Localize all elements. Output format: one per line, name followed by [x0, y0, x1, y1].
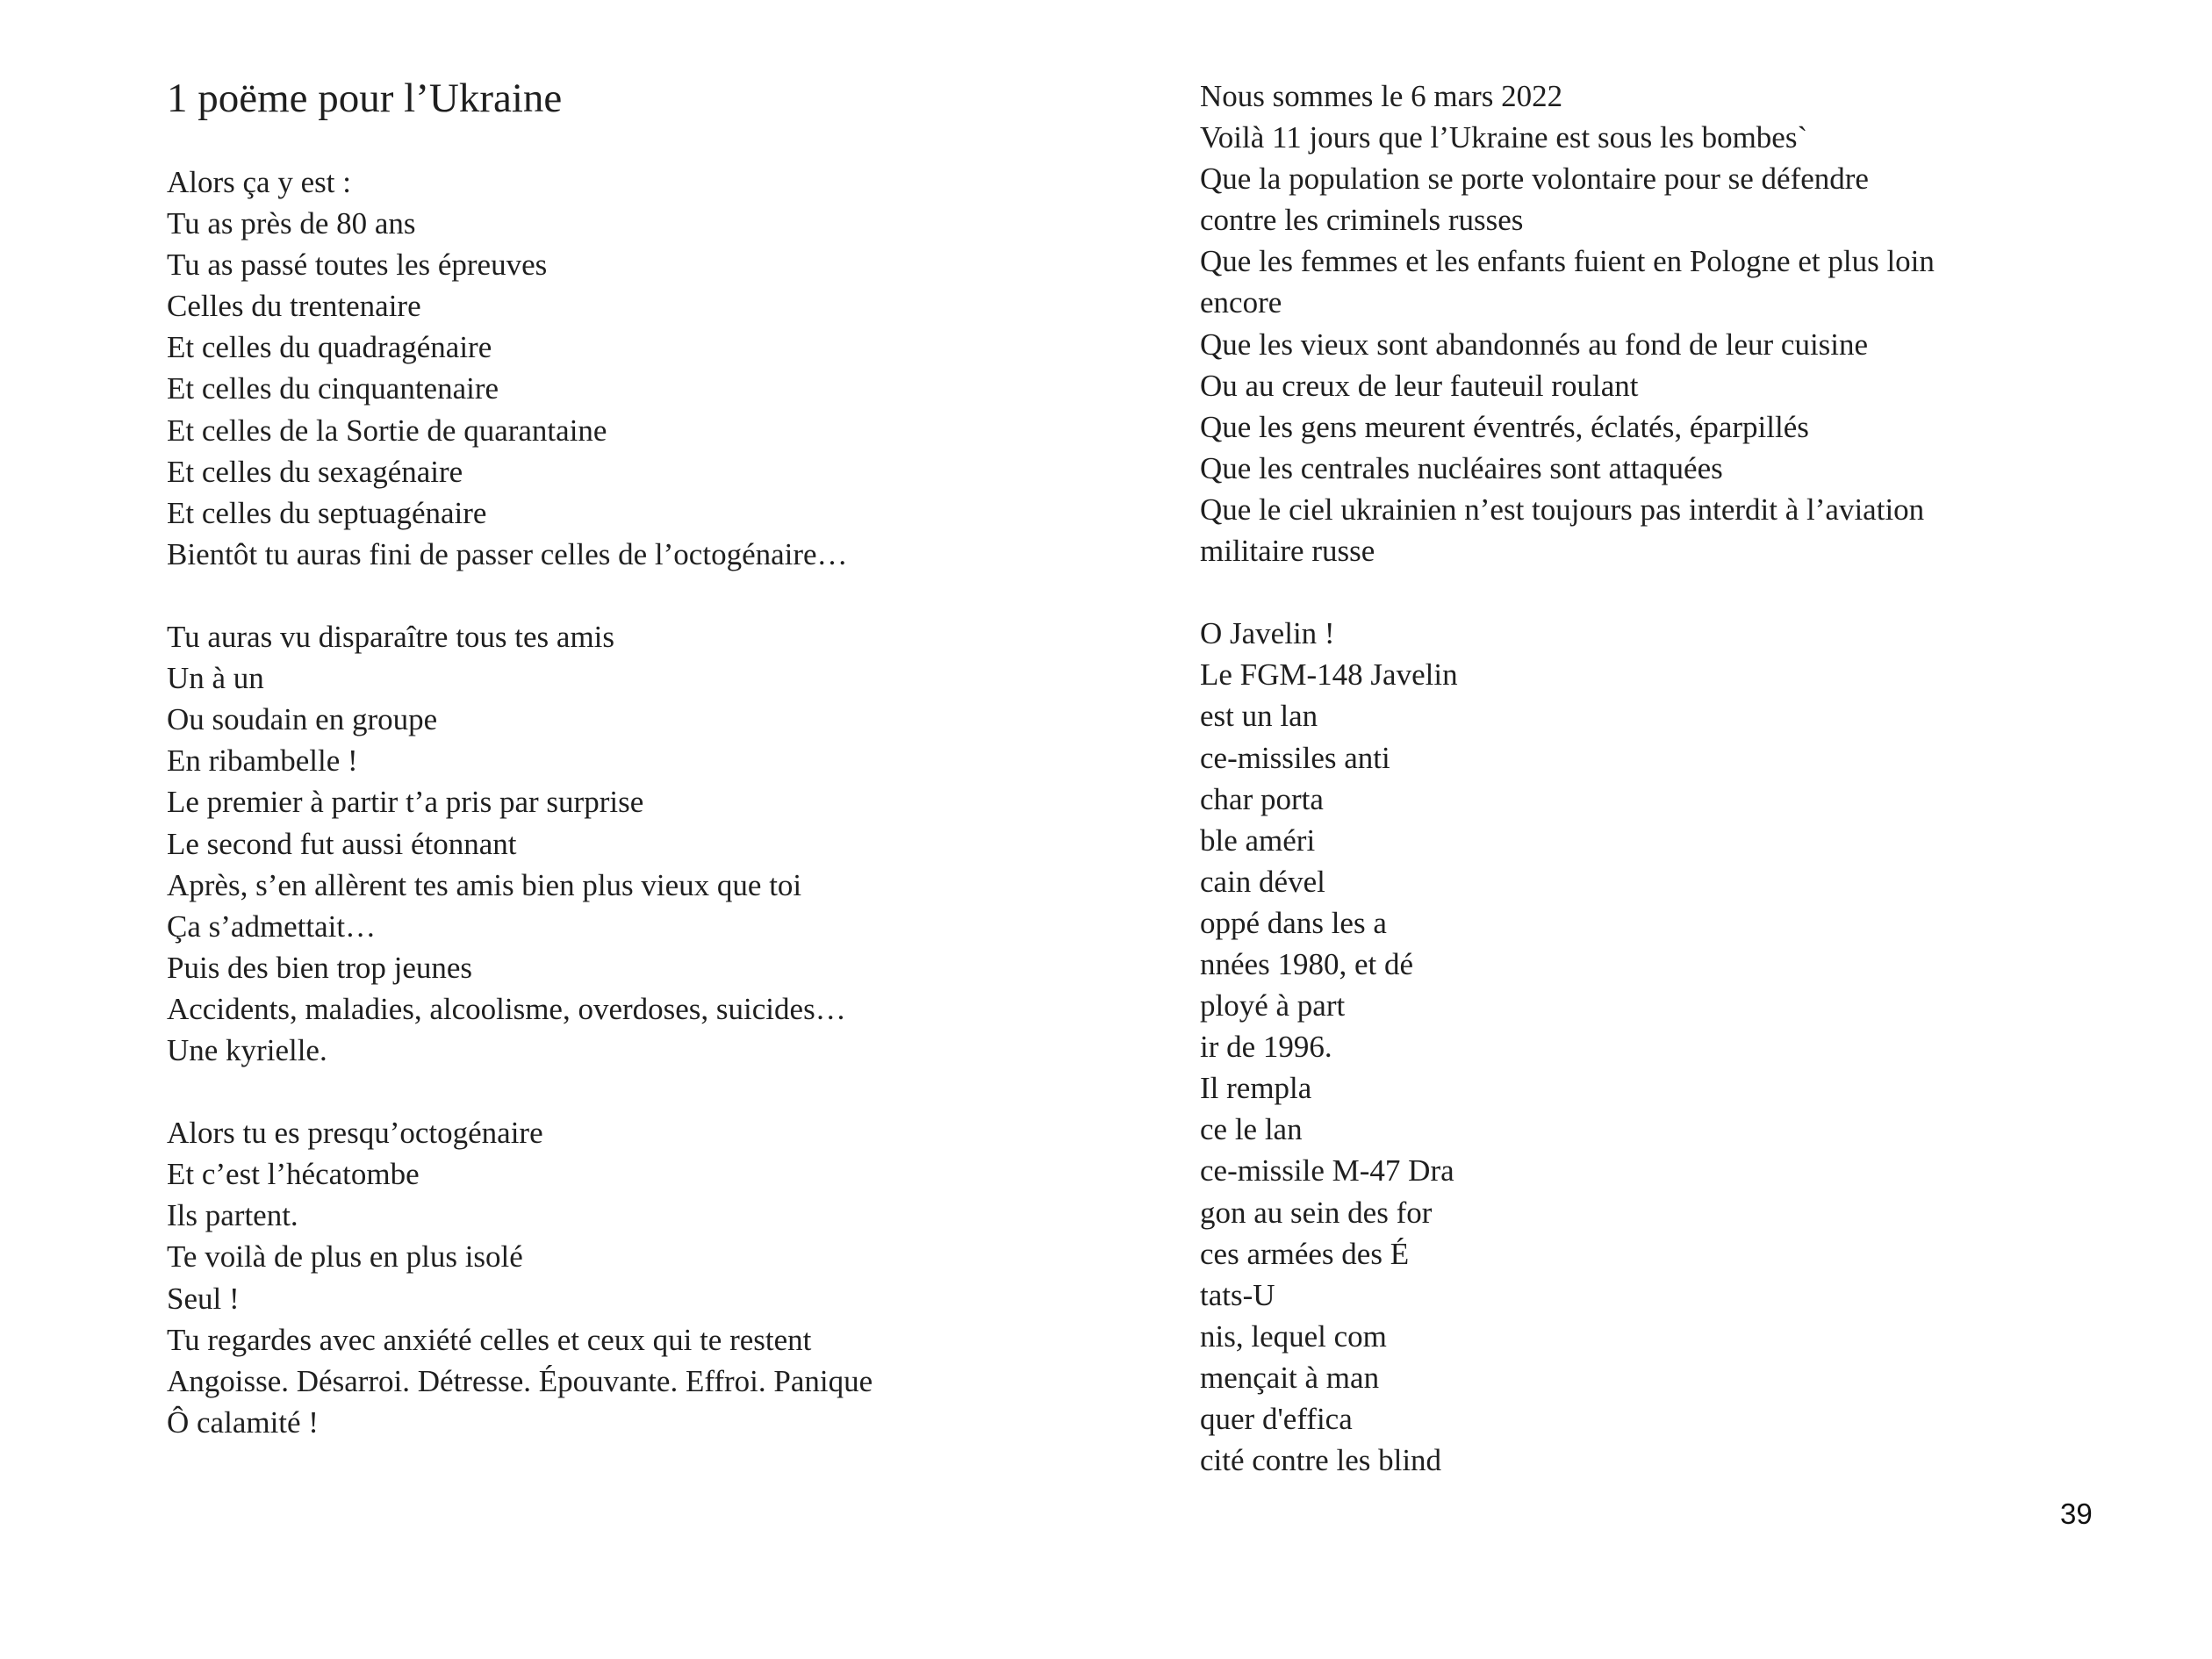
stanza-5: [1200, 613, 2165, 1481]
poem-line: Que le ciel ukrainien n’est toujours pas interdit à l’aviation: [1200, 492, 1925, 527]
poem-line: char porta: [1200, 781, 1324, 816]
poem-line: En ribambelle !: [167, 743, 358, 779]
poem-line: Et celles du septuagénaire: [167, 495, 487, 530]
poem-line: Il rempla: [1200, 1071, 1312, 1106]
poem-line: est un lan: [1200, 699, 1318, 734]
poem-line: Angoisse. Désarroi. Détresse. Épouvante. Effroi. Panique: [167, 1363, 873, 1398]
poem-line: Que les centrales nucléaires sont attaquées: [1200, 450, 1723, 485]
poem-line: Le premier à partir t’a pris par surprise: [167, 785, 644, 820]
poem-line: ployé à part: [1200, 988, 1346, 1023]
poem-line: Voilà 11 jours que l’Ukraine est sous les bombes`: [1200, 120, 1808, 155]
left-page-column: [167, 72, 1132, 1443]
poem-line: Et celles du quadragénaire: [167, 330, 492, 365]
poem-line: Que la population se porte volontaire pour se défendre: [1200, 162, 1869, 197]
poem-line: Seul !: [167, 1281, 240, 1316]
poem-line: ce-missiles anti: [1200, 740, 1390, 775]
stanza-3: [167, 1112, 1132, 1443]
stanza-2: [167, 616, 1132, 1071]
poem-line: Et celles du sexagénaire: [167, 454, 463, 489]
poem-line: Ou soudain en groupe: [167, 702, 438, 737]
page-number: 39: [2060, 1497, 2093, 1530]
poem-line: ces armées des É: [1200, 1236, 1410, 1271]
poem-line: Nous sommes le 6 mars 2022: [1200, 79, 1563, 113]
poem-line: ir de 1996.: [1200, 1030, 1332, 1065]
poem-line: Tu as passé toutes les épreuves: [167, 248, 548, 283]
poem-line: Tu auras vu disparaître tous tes amis: [167, 620, 615, 655]
poem-line: quer d'effica: [1200, 1402, 1353, 1436]
poem-line: mençait à man: [1200, 1360, 1380, 1395]
poem-line: Bientôt tu auras fini de passer celles de l’octogénaire…: [167, 536, 848, 571]
poem-line: Une kyrielle.: [167, 1032, 327, 1067]
poem-line: Puis des bien trop jeunes: [167, 950, 473, 985]
poem-line: militaire russe: [1200, 534, 1375, 569]
poem-line: Accidents, maladies, alcoolisme, overdoses, suicides…: [167, 991, 846, 1026]
poem-line: Le second fut aussi étonnant: [167, 826, 517, 861]
poem-line: nnées 1980, et dé: [1200, 946, 1413, 981]
poem-line: ce-missile M-47 Dra: [1200, 1153, 1454, 1189]
poem-line: tats-U: [1200, 1277, 1275, 1312]
poem-line: Et c’est l’hécatombe: [167, 1157, 420, 1192]
stanza-1: [167, 162, 1132, 575]
poem-line: O Javelin !: [1200, 616, 1335, 651]
poem-line: Et celles de la Sortie de quarantaine: [167, 413, 607, 448]
poem-line: Que les femmes et les enfants fuient en Pologne et plus loin: [1200, 244, 1935, 279]
poem-line: Celles du trentenaire: [167, 289, 421, 324]
poem-line: Et celles du cinquantenaire: [167, 371, 499, 406]
poem-line: ce le lan: [1200, 1112, 1303, 1147]
poem-line: ble améri: [1200, 822, 1316, 858]
stanza-gap: [1200, 571, 2165, 613]
poem-line: Un à un: [167, 661, 264, 696]
poem-line: Après, s’en allèrent tes amis bien plus vieux que toi: [167, 867, 802, 902]
poem-line: Que les vieux sont abandonnés au fond de leur cuisine: [1200, 327, 1869, 362]
poem-line: encore: [1200, 285, 1282, 320]
poem-line: Ils partent.: [167, 1198, 298, 1233]
poem-line: Tu as près de 80 ans: [167, 206, 416, 241]
poem-line: nis, lequel com: [1200, 1318, 1387, 1354]
stanza-gap: [167, 1071, 1132, 1112]
poem-line: Le FGM-148 Javelin: [1200, 657, 1458, 693]
right-page-column: [1200, 75, 2165, 1481]
poem-line: Que les gens meurent éventrés, éclatés, éparpillés: [1200, 409, 1809, 444]
stanza-gap: [167, 575, 1132, 616]
poem-line: Ça s’admettait…: [167, 908, 377, 944]
poem-title: 1 poëme pour l’Ukraine: [167, 75, 563, 121]
stanza-4: [1200, 75, 2165, 571]
poem-line: gon au sein des for: [1200, 1195, 1433, 1230]
poem-line: Te voilà de plus en plus isolé: [167, 1239, 523, 1275]
poem-line: Tu regardes avec anxiété celles et ceux qui te restent: [167, 1322, 812, 1357]
poem-line: Alors tu es presqu’octogénaire: [167, 1116, 543, 1151]
poem-line: Ou au creux de leur fauteuil roulant: [1200, 368, 1639, 403]
poem-line: Alors ça y est :: [167, 165, 351, 199]
poem-line: cité contre les blind: [1200, 1443, 1442, 1478]
poem-line: oppé dans les a: [1200, 905, 1387, 940]
poem-line: Ô calamité !: [167, 1404, 319, 1440]
poem-line: contre les criminels russes: [1200, 203, 1524, 238]
poem-line: cain dével: [1200, 864, 1325, 899]
